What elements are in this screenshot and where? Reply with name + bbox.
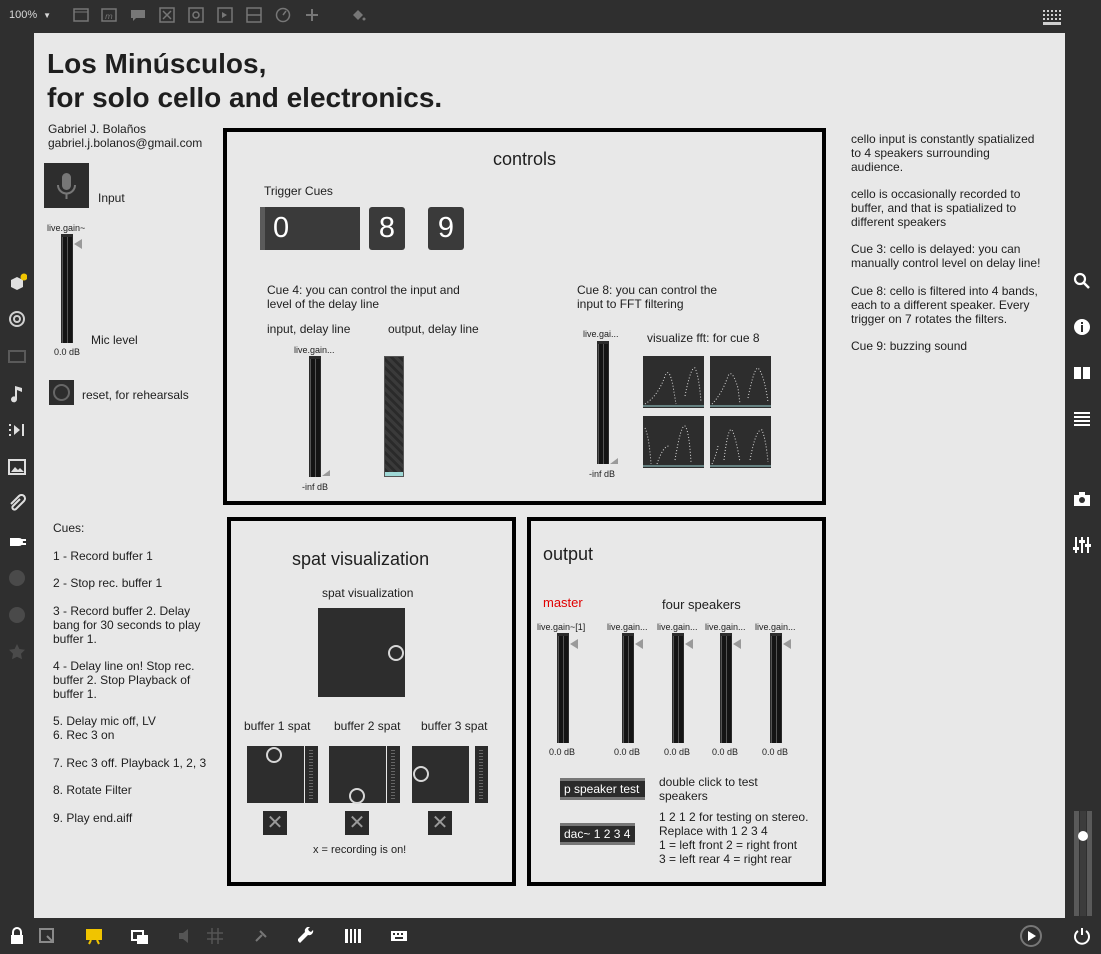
cue4-desc-line-1: Cue 4: you can control the input and xyxy=(267,283,460,297)
fft-gain-handle[interactable] xyxy=(610,458,618,464)
vimeo-icon[interactable] xyxy=(7,568,27,588)
buffer-1-spat-label: buffer 1 spat xyxy=(244,719,311,733)
input-delay-label: input, delay line xyxy=(267,322,351,336)
top-toolbar xyxy=(0,0,1101,33)
note-4-line-1: Cue 8: cello is filtered into 4 bands, xyxy=(851,284,1038,298)
dac-note-2: Replace with 1 2 3 4 xyxy=(659,824,768,838)
svg-text:m: m xyxy=(105,12,113,21)
buffer-1-spat-pad[interactable] xyxy=(247,746,304,803)
left-sidebar xyxy=(0,33,34,918)
grid-toggle-icon[interactable] xyxy=(206,927,224,945)
spat-title: spat visualization xyxy=(292,549,430,569)
master-gain-handle[interactable] xyxy=(570,639,578,649)
output-delay-label: output, delay line xyxy=(388,322,479,336)
paint-bucket-icon[interactable] xyxy=(350,7,366,23)
piano-keys-icon[interactable] xyxy=(344,927,362,945)
master-label: master xyxy=(543,595,583,610)
bpatcher-icon[interactable] xyxy=(7,605,27,625)
comment-icon[interactable] xyxy=(130,7,146,23)
cue-3-line-1: 3 - Record buffer 2. Delay xyxy=(53,604,191,618)
cue-5: 5. Delay mic off, LV xyxy=(53,714,156,728)
windows-icon[interactable] xyxy=(131,927,149,945)
cue8-desc-line-2: input to FFT filtering xyxy=(577,297,684,311)
fft-gain-name: live.gai... xyxy=(583,329,619,339)
lock-icon[interactable] xyxy=(8,927,26,945)
cue-7: 7. Rec 3 off. Playback 1, 2, 3 xyxy=(53,756,207,770)
speaker-2-gain-handle[interactable] xyxy=(685,639,693,649)
minus-box-icon[interactable] xyxy=(246,7,262,23)
dial-icon[interactable] xyxy=(275,7,291,23)
cue-8-button[interactable]: 8 xyxy=(369,207,405,250)
dac-note-1: 1 2 1 2 for testing on stereo. xyxy=(659,810,809,824)
keyboard-icon[interactable] xyxy=(390,927,408,945)
patcher-canvas xyxy=(34,33,1065,918)
mic-level-gain[interactable] xyxy=(61,234,73,343)
speaker-3-gain[interactable] xyxy=(720,633,732,743)
speaker-2-gain[interactable] xyxy=(672,633,684,743)
fft-gain-value: -inf dB xyxy=(589,469,616,479)
controls-title: controls xyxy=(493,149,557,169)
presentation-mode-icon[interactable] xyxy=(85,927,103,945)
sequence-icon[interactable] xyxy=(7,420,27,440)
zoom-value: 100% xyxy=(9,9,38,21)
fft-label: visualize fft: for cue 8 xyxy=(647,331,760,345)
packages-icon[interactable] xyxy=(7,346,27,366)
delay-input-gain[interactable] xyxy=(309,356,321,477)
cue-4-line-3: buffer 1. xyxy=(53,687,97,701)
speaker-3-gain-value: 0.0 dB xyxy=(712,747,739,757)
objects-icon[interactable] xyxy=(7,273,27,293)
note-2-line-1: cello is occasionally recorded to xyxy=(851,187,1021,201)
input-mic-button[interactable] xyxy=(44,163,89,208)
page-title xyxy=(47,47,442,115)
music-note-icon[interactable] xyxy=(7,383,27,403)
buffer-2-spat-pad[interactable] xyxy=(329,746,386,803)
cue-3-line-2: bang for 30 seconds to play xyxy=(53,618,201,632)
paperclip-icon[interactable] xyxy=(7,494,27,514)
master-gain[interactable] xyxy=(557,633,569,743)
output-title: output xyxy=(543,544,594,564)
spat-source-point[interactable] xyxy=(388,645,404,661)
speaker-1-gain-value: 0.0 dB xyxy=(614,747,641,757)
double-click-line-2: speakers xyxy=(659,789,708,803)
cue4-desc-line-2: level of the delay line xyxy=(267,297,380,311)
microphone-icon xyxy=(44,163,89,208)
reset-button[interactable] xyxy=(49,380,74,405)
audio-play-icon[interactable] xyxy=(1020,925,1042,947)
search-icon[interactable] xyxy=(1072,271,1092,291)
presentation-icon[interactable] xyxy=(73,7,89,23)
reference-icon[interactable] xyxy=(1072,363,1092,383)
fft-input-gain[interactable] xyxy=(597,341,609,464)
mic-gain-name: live.gain~ xyxy=(47,223,86,233)
cue-6: 6. Rec 3 on xyxy=(53,728,115,742)
buffer-1-record-toggle[interactable]: ✕ xyxy=(263,811,287,835)
buffer-2-level xyxy=(387,746,400,803)
cue-8: 8. Rotate Filter xyxy=(53,783,132,797)
recording-note: x = recording is on! xyxy=(313,844,407,856)
four-speakers-label: four speakers xyxy=(662,597,741,612)
mic-gain-value: 0.0 dB xyxy=(54,347,81,357)
cue-2: 2 - Stop rec. buffer 1 xyxy=(53,576,163,590)
mute-icon[interactable] xyxy=(177,927,195,945)
wrench-icon[interactable] xyxy=(298,927,316,945)
master-gain-value: 0.0 dB xyxy=(549,747,576,757)
cue-4-line-1: 4 - Delay line on! Stop rec. xyxy=(53,659,195,673)
plus-icon[interactable] xyxy=(304,7,320,23)
spat-sub-label: spat visualization xyxy=(322,586,414,600)
title-line-2: for solo cello and electronics. xyxy=(47,82,443,113)
close-box-icon[interactable] xyxy=(159,7,175,23)
note-4-line-3: trigger on 7 rotates the filters. xyxy=(851,312,1008,326)
list-icon[interactable] xyxy=(1072,409,1092,429)
spat-visualization-pad[interactable] xyxy=(318,608,405,697)
zoom-dropdown[interactable] xyxy=(9,9,51,21)
power-icon[interactable] xyxy=(1073,927,1091,945)
note-2-line-2: buffer, and that is spatialized to xyxy=(851,201,1017,215)
camera-icon[interactable] xyxy=(1072,489,1092,509)
cue-3-line-3: buffer 1. xyxy=(53,632,97,646)
chevron-down-icon: ▼ xyxy=(43,11,52,20)
cue8-desc-line-1: Cue 8: you can control the xyxy=(577,283,718,297)
mixer-icon[interactable] xyxy=(1072,535,1092,555)
image-icon[interactable] xyxy=(7,457,27,477)
text-icon[interactable] xyxy=(101,7,117,23)
speaker-4-gain-name: live.gain... xyxy=(755,622,796,632)
buffer-3-spat-pad[interactable] xyxy=(412,746,469,803)
speaker-3-gain-name: live.gain... xyxy=(705,622,746,632)
note-1-line-1: cello input is constantly spatialized xyxy=(851,132,1035,146)
plugin-icon[interactable] xyxy=(7,531,27,551)
snap-icon[interactable] xyxy=(252,927,270,945)
dac-note-3: 1 = left front 2 = right front xyxy=(659,838,798,852)
mic-level-label: Mic level xyxy=(91,333,138,347)
speaker-1-gain-handle[interactable] xyxy=(635,639,643,649)
speaker-2-gain-name: live.gain... xyxy=(657,622,698,632)
buffer-3-record-toggle[interactable]: ✕ xyxy=(428,811,452,835)
delay-gain-handle[interactable] xyxy=(322,470,330,476)
buffer-3-spat-label: buffer 3 spat xyxy=(421,719,488,733)
buffer-1-point[interactable] xyxy=(266,747,282,763)
trigger-cue-number[interactable]: 0 xyxy=(260,207,360,250)
buffer-3-level xyxy=(475,746,488,803)
record-icon[interactable] xyxy=(188,7,204,23)
speaker-1-gain-name: live.gain... xyxy=(607,622,648,632)
dac-object[interactable]: dac~ 1 2 3 4 xyxy=(560,823,635,845)
mic-gain-handle[interactable] xyxy=(74,239,82,249)
controls-panel xyxy=(223,128,826,505)
play-box-icon[interactable] xyxy=(217,7,233,23)
buffer-2-point[interactable] xyxy=(349,788,365,804)
fft-scope-4 xyxy=(710,416,771,468)
delay-gain-value: -inf dB xyxy=(302,482,329,492)
cue-1: 1 - Record buffer 1 xyxy=(53,549,153,563)
fft-scope-2 xyxy=(710,356,771,408)
note-1-line-3: audience. xyxy=(851,160,904,174)
speaker-2-gain-value: 0.0 dB xyxy=(664,747,691,757)
master-volume-slider[interactable] xyxy=(1074,811,1092,916)
dac-note-4: 3 = left rear 4 = right rear xyxy=(659,852,792,866)
grid-icon[interactable] xyxy=(1042,9,1062,27)
speaker-4-gain[interactable] xyxy=(770,633,782,743)
speaker-4-gain-value: 0.0 dB xyxy=(762,747,789,757)
fft-scope-1 xyxy=(643,356,704,408)
speaker-3-gain-handle[interactable] xyxy=(733,639,741,649)
new-object-icon[interactable] xyxy=(38,927,56,945)
note-3-line-2: manually control level on delay line! xyxy=(851,256,1041,270)
buffer-1-level xyxy=(305,746,318,803)
right-sidebar xyxy=(1065,33,1101,918)
trigger-cues-label: Trigger Cues xyxy=(264,184,333,198)
note-3-line-1: Cue 3: cello is delayed: you can xyxy=(851,242,1021,256)
info-icon[interactable] xyxy=(1072,317,1092,337)
output-panel xyxy=(527,517,826,886)
delay-gain-name: live.gain... xyxy=(294,345,335,355)
speaker-4-gain-handle[interactable] xyxy=(783,639,791,649)
note-4-line-2: each to a different speaker. Every xyxy=(851,298,1030,312)
note-2-line-3: different speakers xyxy=(851,215,947,229)
double-click-line-1: double click to test xyxy=(659,775,758,789)
buffer-3-point[interactable] xyxy=(413,766,429,782)
fft-scope-3 xyxy=(643,416,704,468)
target-icon[interactable] xyxy=(7,309,27,329)
note-1-line-2: to 4 speakers surrounding xyxy=(851,146,990,160)
reset-label: reset, for rehearsals xyxy=(82,388,189,402)
input-label: Input xyxy=(98,191,125,205)
cue-9: 9. Play end.aiff xyxy=(53,811,133,825)
cues-heading: Cues: xyxy=(53,521,85,535)
buffer-2-spat-label: buffer 2 spat xyxy=(334,719,401,733)
star-icon[interactable] xyxy=(7,642,27,662)
note-5: Cue 9: buzzing sound xyxy=(851,339,968,353)
speaker-1-gain[interactable] xyxy=(622,633,634,743)
master-gain-name: live.gain~[1] xyxy=(537,622,586,632)
cue-9-button[interactable]: 9 xyxy=(428,207,464,250)
spat-panel xyxy=(227,517,516,886)
author-name: Gabriel J. Bolaños xyxy=(48,122,147,136)
cue-4-line-2: buffer 2. Stop Playback of xyxy=(53,673,191,687)
bottom-toolbar xyxy=(0,918,1101,954)
speaker-test-button[interactable]: p speaker test xyxy=(560,778,645,800)
buffer-2-record-toggle[interactable]: ✕ xyxy=(345,811,369,835)
delay-output-slider[interactable] xyxy=(384,356,404,477)
author-email: gabriel.j.bolanos@gmail.com xyxy=(48,136,203,150)
title-line-1: Los Minúsculos, xyxy=(47,48,267,79)
